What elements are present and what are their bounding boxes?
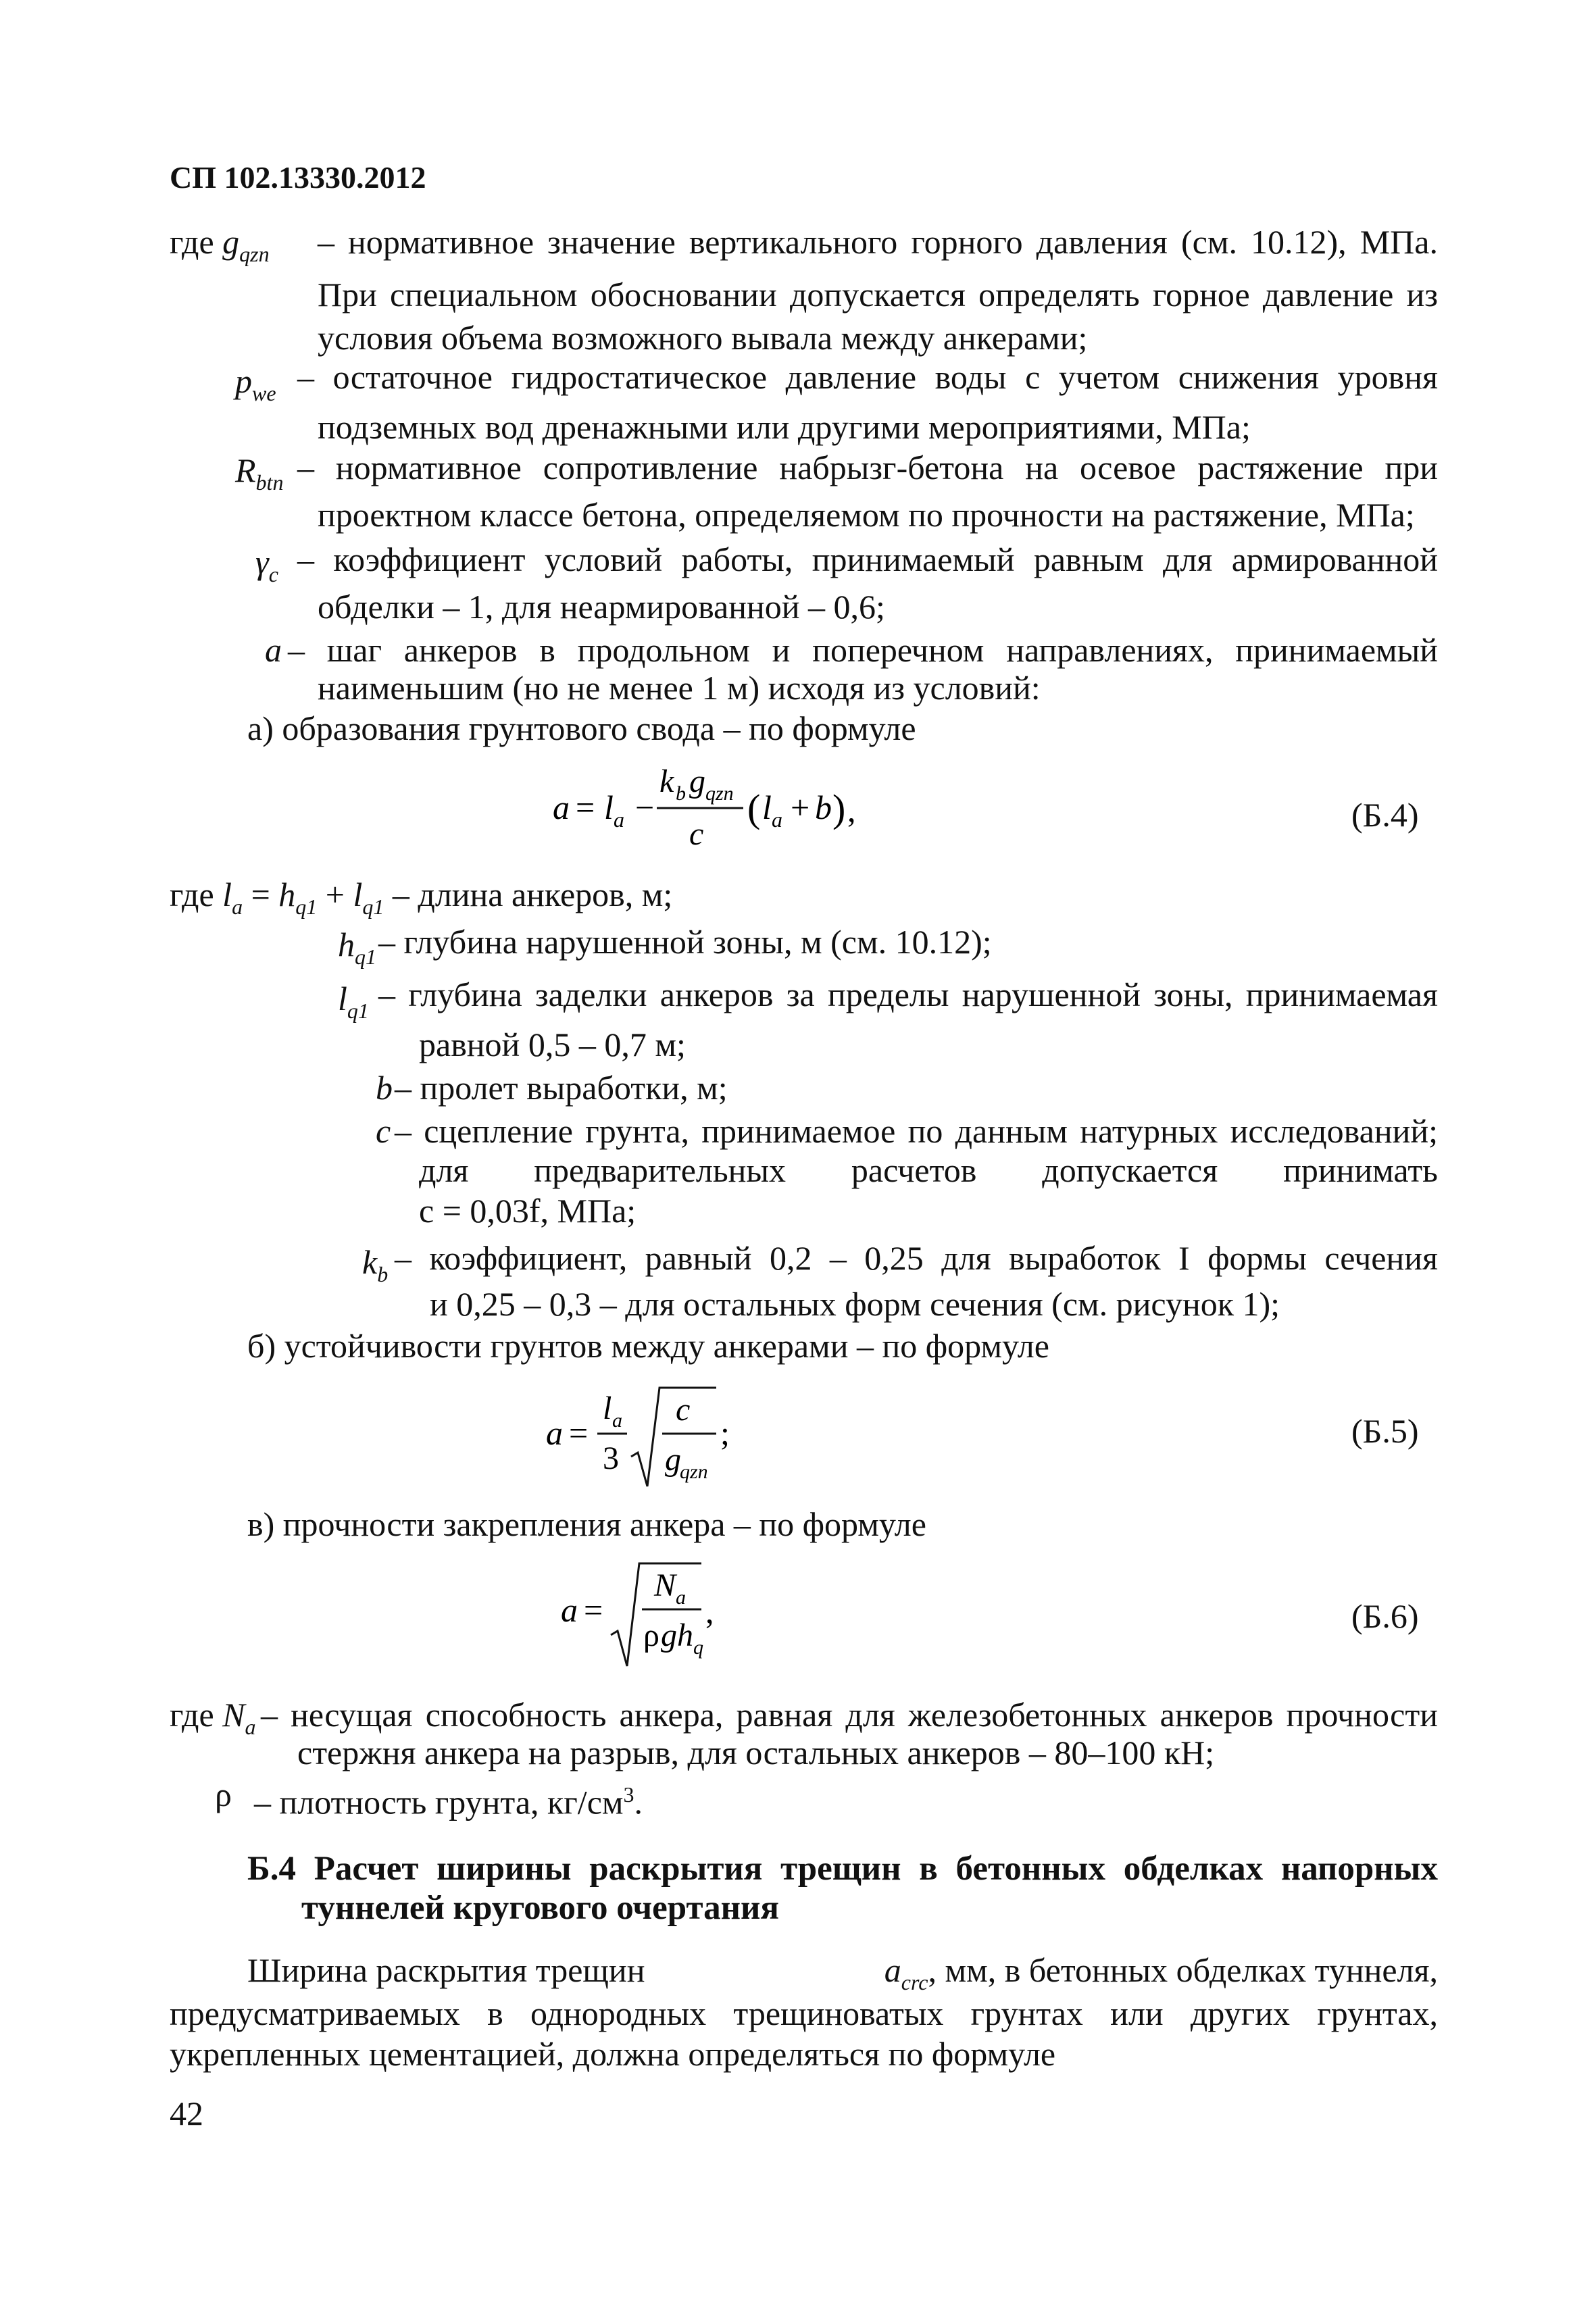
document-code-header: СП 102.13330.2012	[170, 160, 426, 195]
formula-b4-l: l	[604, 788, 614, 826]
formula-b6-h: h	[677, 1617, 693, 1653]
formula-b5-g-sub: qzn	[680, 1461, 708, 1483]
section-title-line1: Б.4 Расчет ширины раскрытия трещин в бетонных обделках напорных	[247, 1850, 1438, 1888]
definition-lq-line1: – глубина заделки анкеров за пределы нарушенной зоны, принимаемая	[378, 976, 1438, 1013]
formula-b5-l: l	[603, 1390, 612, 1426]
definition-kb-line2: и 0,25 – 0,3 – для остальных форм сечения (см. рисунок 1);	[430, 1285, 1280, 1323]
definition-g-line3: условия объема возможного вывала между анкерами;	[318, 319, 1088, 357]
symbol-c: c	[376, 1112, 391, 1150]
formula-b5-g: g	[665, 1442, 681, 1478]
formula-b5-semicolon: ;	[720, 1414, 730, 1452]
formula-b6-equals: =	[584, 1591, 603, 1629]
section-paragraph-line1: Ширина раскрытия трещин $a_{crc}$, мм, в бетонных обделках туннеля,	[247, 1951, 1438, 1994]
definition-na-line2: стержня анкера на разрыв, для остальных анкеров – 80–100 кН;	[297, 1734, 1215, 1771]
formula-b4-plus: +	[791, 788, 810, 826]
formula-b6-N: N	[654, 1567, 676, 1603]
symbol-a: a	[265, 631, 282, 669]
symbol-l-q1: $l_{q1}$	[338, 980, 369, 1023]
definition-r-line2: проектном классе бетона, определяемом по прочности на растяжение, МПа;	[318, 496, 1415, 534]
where-label-na: где $N_a$	[170, 1696, 256, 1739]
formula-b4-k: k	[659, 763, 674, 799]
definition-lq-line2: равной 0,5 – 0,7 м;	[419, 1026, 686, 1063]
symbol-gamma-c: $\gamma_c$	[255, 543, 278, 586]
definition-c-line3: c = 0,03f, МПа;	[419, 1192, 637, 1230]
formula-b5-a: a	[546, 1414, 563, 1452]
formula-b4-b: b	[815, 788, 832, 826]
section-title-line2: туннелей кругового очертания	[301, 1889, 780, 1927]
formula-b4-g-sub: qzn	[705, 782, 734, 805]
formula-b6-a: a	[561, 1591, 578, 1629]
formula-b5-three: 3	[603, 1440, 619, 1476]
formula-b4-l2-sub: a	[772, 807, 782, 832]
symbol-b: b	[376, 1069, 393, 1107]
formula-b4-c: c	[689, 816, 704, 852]
formula-b4-number: (Б.4)	[1351, 796, 1419, 834]
definition-g-line2: При специальном обосновании допускается определять горное давление из	[318, 276, 1438, 313]
item-a-condition: а) образования грунтового свода – по формуле	[247, 709, 916, 747]
formula-b5-l-sub: a	[612, 1409, 622, 1432]
definition-c-line1: – сцепление грунта, принимаемое по данным натурных исследований;	[395, 1112, 1438, 1150]
anchor-length-definition: где $l_a = h_{q1} + l_{q1}$ – длина анкеров, м;	[170, 876, 673, 919]
section-paragraph-line3: укрепленных цементацией, должна определяться по формуле	[170, 2035, 1056, 2073]
formula-b4-l-sub: a	[614, 807, 624, 832]
definition-p-line1: – остаточное гидростатическое давление воды с учетом снижения уровня	[297, 358, 1438, 396]
definition-rho-line: – плотность грунта, $кг/см^3$.	[254, 1782, 643, 1821]
definition-g-line1: – нормативное значение вертикального горного давления (см. 10.12), МПа.	[318, 223, 1438, 261]
formula-b6	[541, 1547, 770, 1676]
symbol-g-qzn: $g_{qzn}$	[222, 223, 270, 266]
formula-b5-number: (Б.5)	[1351, 1412, 1419, 1450]
definition-b-line: – пролет выработки, м;	[395, 1069, 728, 1107]
formula-b6-g: g	[661, 1617, 677, 1653]
formula-b5	[527, 1372, 784, 1500]
symbol-p-we: $p_{we}$	[235, 362, 276, 405]
formula-b4-paren-open: (	[747, 786, 761, 830]
formula-b4-a: a	[553, 788, 570, 826]
symbol-k-b: $k_b$	[362, 1243, 389, 1286]
formula-b6-number: (Б.6)	[1351, 1597, 1419, 1635]
definition-kb-line1: – коэффициент, равный 0,2 – 0,25 для выработок I формы сечения	[395, 1239, 1438, 1277]
formula-b5-equals: =	[569, 1414, 589, 1452]
definition-gamma-line1: – коэффициент условий работы, принимаемый равным для армированной	[297, 540, 1438, 578]
formula-b5-c: c	[676, 1392, 691, 1428]
where-word: где	[170, 223, 214, 261]
formula-b6-rho: ρ	[643, 1617, 659, 1653]
item-b-condition: б) устойчивости грунтов между анкерами – по формуле	[247, 1327, 1049, 1365]
formula-b4-g: g	[689, 763, 705, 799]
formula-b6-h-sub: q	[693, 1636, 703, 1659]
formula-b4	[527, 757, 905, 865]
section-paragraph-line2: предусматриваемых в однородных трещиноватых грунтах или других грунтах,	[170, 1994, 1438, 2032]
definition-a-line2: наименьшим (но не менее 1 м) исходя из условий:	[318, 669, 1041, 707]
definition-p-line2: подземных вод дренажными или другими мероприятиями, МПа;	[318, 408, 1251, 446]
formula-b4-paren-close: )	[832, 786, 846, 830]
definition-na-line1: – несущая способность анкера, равная для железобетонных анкеров прочности	[261, 1696, 1438, 1734]
formula-b6-comma: ,	[705, 1592, 714, 1630]
symbol-rho: ρ	[215, 1776, 232, 1813]
definition-gamma-line2: обделки – 1, для неармированной – 0,6;	[318, 588, 885, 626]
formula-b6-N-sub: a	[676, 1586, 686, 1609]
formula-b4-equals: =	[576, 788, 595, 826]
definition-h-line: – глубина нарушенной зоны, м (см. 10.12);	[378, 923, 992, 961]
where-label	[170, 220, 270, 276]
definition-c-line2: для предварительных расчетов допускается принимать	[419, 1151, 1438, 1189]
item-v-condition: в) прочности закрепления анкера – по формуле	[247, 1505, 926, 1543]
symbol-r-btn: $R_{btn}$	[235, 451, 284, 495]
formula-b4-minus: −	[635, 788, 655, 826]
formula-b4-k-sub: b	[676, 782, 686, 805]
definition-r-line1: – нормативное сопротивление набрызг-бетона на осевое растяжение при	[297, 449, 1438, 486]
page-number: 42	[170, 2094, 203, 2132]
symbol-h-q1: $h_{q1}$	[338, 926, 376, 969]
formula-b4-comma: ,	[847, 791, 856, 829]
formula-b4-l2: l	[762, 788, 772, 826]
definition-a-line1: – шаг анкеров в продольном и поперечном направлениях, принимаемый	[288, 631, 1438, 669]
